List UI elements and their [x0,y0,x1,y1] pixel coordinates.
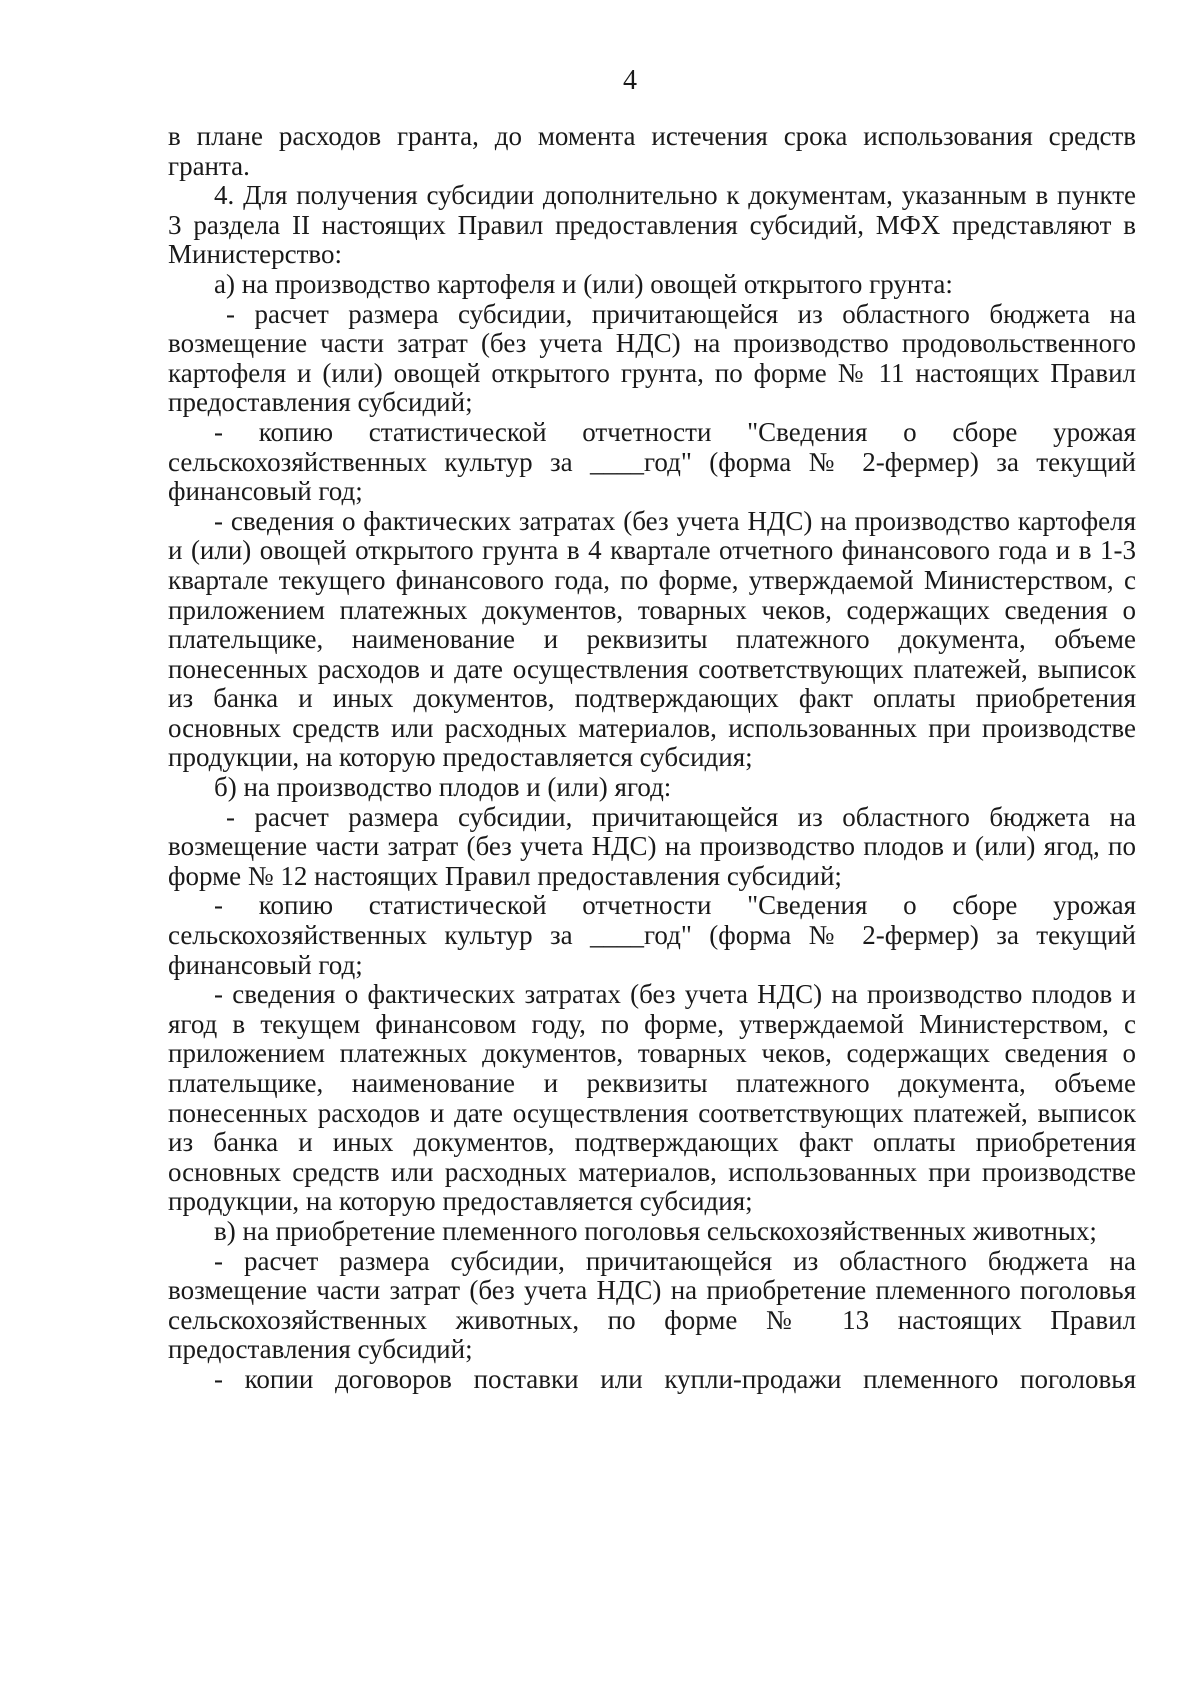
paragraph-subitem-a: а) на производство картофеля и (или) овощей открытого грунта: [214,268,953,299]
paragraph-item-4: 4. Для получения субсидии дополнительно к документам, указанным в пункте 3 раздела II настоящих Правил предоставления субсидий, МФХ представляют в Министерство: [168,180,1136,270]
paragraph-a-cost-info: - сведения о фактических затратах (без учета НДС) на производство картофеля и (или) овощей открытого грунта в 4 квартале отчетного финансового года и в 1-3 квартале текущего финансового года, по форме, утверждаемой Министерством, с приложением платежных документов, товарных чеков, содержащих сведения о плательщике, наименование и реквизиты платежного документа, объеме понесенных расходов и дате осуществления соответствующих платежей, выписок из банка и иных документов, подтверждающих факт оплаты приобретения основных средств или расходных материалов, использованных при производстве продукции, на которую предоставляется субсидия; [168,505,1136,773]
paragraph-b-cost-info: - сведения о фактических затратах (без учета НДС) на производство плодов и ягод в текущем финансовом году, по форме, утверждаемой Министерством, с приложением платежных документов, товарных чеков, содержащих сведения о плательщике, наименование и реквизиты платежного документа, объеме понесенных расходов и дате осуществления соответствующих платежей, выписок из банка и иных документов, подтверждающих факт оплаты приобретения основных средств или расходных материалов, использованных при производстве продукции, на которую предоставляется субсидия; [168,979,1136,1217]
page-number: 4 [623,65,637,96]
paragraph-a-calculation: - расчет размера субсидии, причитающейся из областного бюджета на возмещение части затрат (без учета НДС) на производство продовольственного картофеля и (или) овощей открытого грунта, по форме № 11 настоящих Правил предоставления субсидий; [168,298,1136,418]
paragraph-subitem-b: б) на производство плодов и (или) ягод: [214,772,672,803]
paragraph-b-calculation: - расчет размера субсидии, причитающейся из областного бюджета на возмещение части затрат (без учета НДС) на производство плодов и (или) ягод, по форме № 12 настоящих Правил предоставления субсидий; [168,801,1136,891]
paragraph-a-statistics-copy: - копию статистической отчетности "Сведения о сборе урожая сельскохозяйственных культур за ____год" (форма № 2-фермер) за текущий финансовый год; [168,416,1136,507]
paragraph-v-contracts: - копии договоров поставки или купли-продажи племенного поголовья [214,1363,1136,1394]
document-body [168,122,1136,1395]
paragraph-grant-continuation: в плане расходов гранта, до момента истечения срока использования средств гранта. [168,121,1136,181]
paragraph-b-statistics-copy: - копию статистической отчетности "Сведения о сборе урожая сельскохозяйственных культур за ____год" (форма № 2-фермер) за текущий финансовый год; [168,890,1136,980]
paragraph-subitem-v: в) на приобретение племенного поголовья сельскохозяйственных животных; [214,1215,1097,1246]
paragraph-v-calculation: - расчет размера субсидии, причитающейся из областного бюджета на возмещение части затрат (без учета НДС) на приобретение племенного поголовья сельскохозяйственных животных, по форме № 13 настоящих Правил предоставления субсидий; [168,1245,1136,1365]
